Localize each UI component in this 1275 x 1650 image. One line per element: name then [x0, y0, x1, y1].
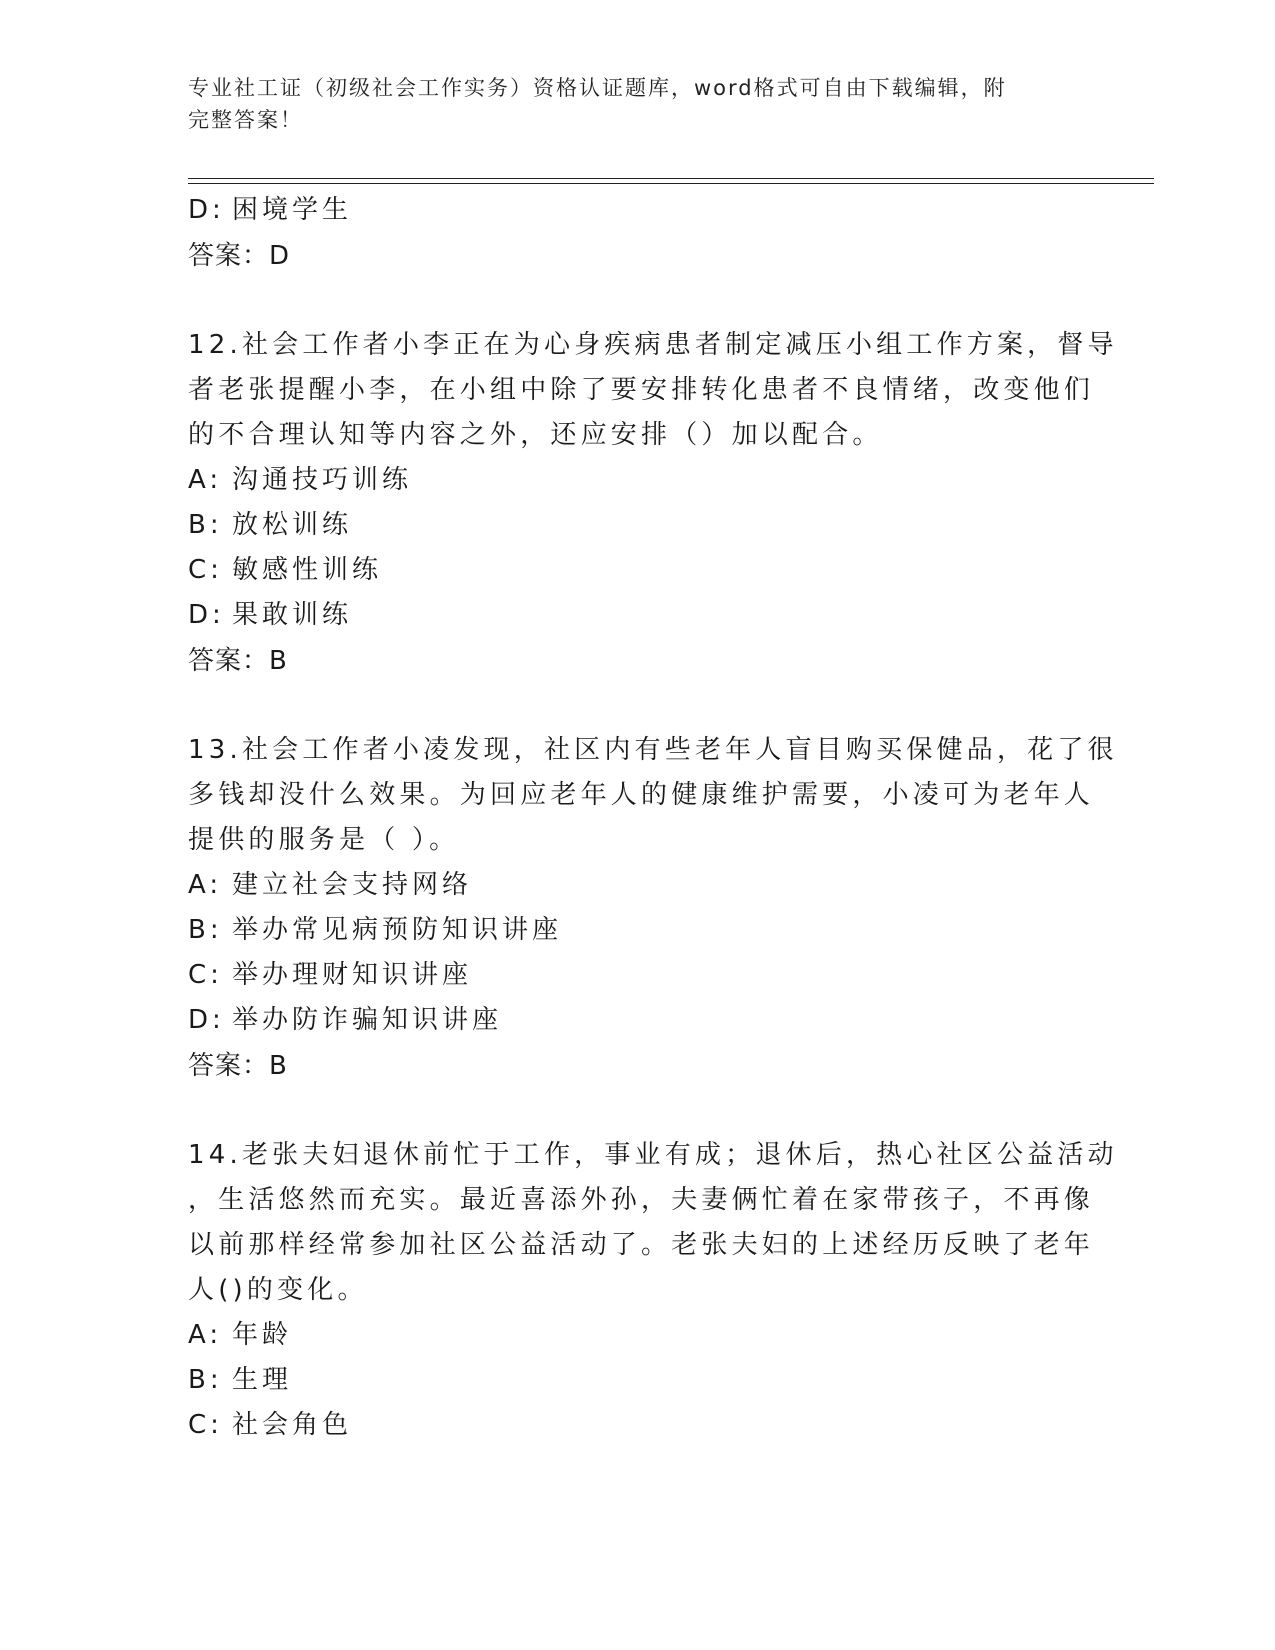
- option-text: 生理: [232, 1365, 293, 1395]
- question-line: 提供的服务是（ ）。: [188, 825, 460, 855]
- question-line: 多钱却没什么效果。为回应老年人的健康维护需要，小凌可为老年人: [188, 780, 1095, 810]
- option-text: 举办理财知识讲座: [232, 960, 473, 990]
- option-letter: D:: [188, 1005, 225, 1035]
- option-letter: B:: [188, 510, 223, 540]
- question-line: 的不合理认知等内容之外，还应安排（）加以配合。: [188, 420, 883, 450]
- option-letter: B:: [188, 915, 223, 945]
- option-letter: D:: [188, 600, 225, 630]
- option-text: 建立社会支持网络: [232, 870, 473, 900]
- option-c: [188, 953, 1078, 998]
- option-text: 举办常见病预防知识讲座: [232, 915, 563, 945]
- option-text: 放松训练: [232, 510, 353, 540]
- header-divider-bottom: [188, 183, 1154, 184]
- header-line-1: 专业社工证（初级社会工作实务）资格认证题库，word格式可自由下载编辑，附: [188, 76, 1007, 100]
- option-c: [188, 1403, 1078, 1448]
- option-a: [188, 1313, 1078, 1358]
- question-12: [188, 323, 1118, 684]
- question-content: [188, 188, 1118, 1448]
- question-line: 12.社会工作者小李正在为心身疾病患者制定减压小组工作方案，督导: [188, 330, 1118, 360]
- question-line: 14.老张夫妇退休前忙于工作，事业有成；退休后，热心社区公益活动: [188, 1140, 1118, 1170]
- option-b: [188, 503, 1078, 548]
- option-b: [188, 1358, 1078, 1403]
- option-text: 果敢训练: [232, 600, 353, 630]
- answer-line: 答案：B: [188, 646, 288, 676]
- page-header: [188, 72, 1068, 136]
- option-a: [188, 863, 1078, 908]
- option-letter: C:: [188, 960, 223, 990]
- question-line: 人()的变化。: [188, 1275, 368, 1305]
- option-text: 社会角色: [232, 1410, 353, 1440]
- question-line: ，生活悠然而充实。最近喜添外孙，夫妻俩忙着在家带孩子，不再像: [188, 1185, 1095, 1215]
- option-letter: C:: [188, 1410, 223, 1440]
- option-b: [188, 908, 1078, 953]
- answer-line: 答案：B: [188, 1051, 288, 1081]
- option-letter: B:: [188, 1365, 223, 1395]
- question-line: 13.社会工作者小凌发现，社区内有些老年人盲目购买保健品，花了很: [188, 735, 1118, 765]
- prev-question: [188, 188, 1078, 279]
- question-text: [188, 323, 1118, 458]
- option-letter: A:: [188, 870, 223, 900]
- option-c: [188, 548, 1078, 593]
- option-text: 沟通技巧训练: [232, 465, 413, 495]
- option-d: [188, 188, 1078, 233]
- question-13: [188, 728, 1118, 1089]
- header-line-2: 完整答案！: [188, 108, 303, 132]
- option-a: [188, 458, 1078, 503]
- question-14: [188, 1133, 1118, 1448]
- question-line: 者老张提醒小李，在小组中除了要安排转化患者不良情绪，改变他们: [188, 375, 1095, 405]
- option-d: [188, 998, 1078, 1043]
- question-text: [188, 728, 1118, 863]
- option-letter: A:: [188, 1320, 223, 1350]
- answer-line: 答案：D: [188, 241, 291, 271]
- option-d: [188, 593, 1078, 638]
- option-text: 年龄: [232, 1320, 293, 1350]
- question-text: [188, 1133, 1118, 1313]
- question-line: 以前那样经常参加社区公益活动了。老张夫妇的上述经历反映了老年: [188, 1230, 1095, 1260]
- option-text: 敏感性训练: [232, 555, 383, 585]
- header-divider-top: [188, 178, 1154, 179]
- option-text: 困境学生: [232, 195, 353, 225]
- option-text: 举办防诈骗知识讲座: [232, 1005, 503, 1035]
- option-letter: D:: [188, 195, 225, 225]
- option-letter: A:: [188, 465, 223, 495]
- option-letter: C:: [188, 555, 223, 585]
